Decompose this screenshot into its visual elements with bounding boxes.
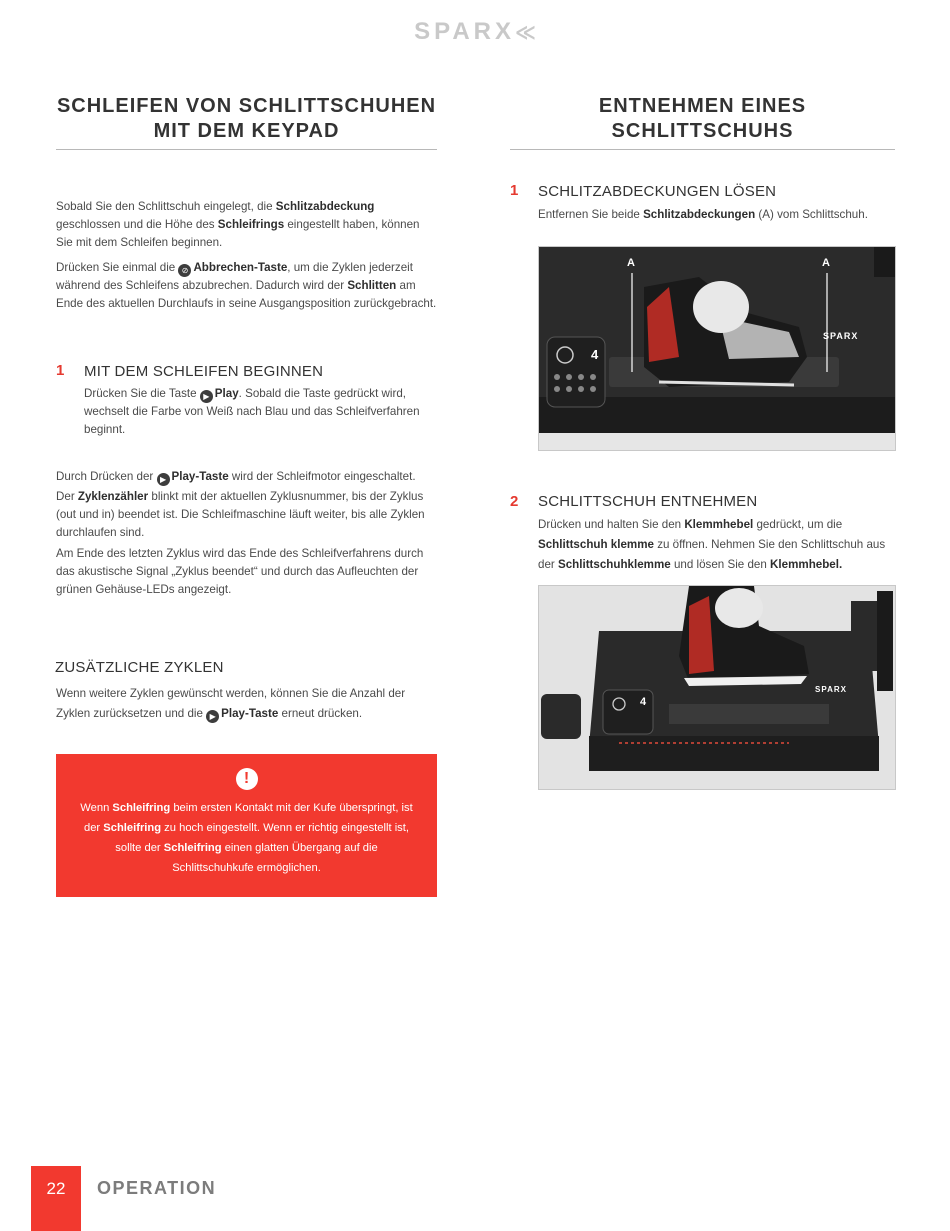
warning-text: Wenn Schleifring beim ersten Kontakt mit der Kufe überspringt, ist der Schleifring zu hoch eingestellt. Wenn er richtig eingestellt ist, sollte der Schleifring einen glatten Übergang auf die Schlittschuhkufe ermöglichen. [80,802,413,874]
keypad-display-digit: 4 [591,347,599,362]
left-heading-line2: MIT DEM KEYPAD [153,120,340,142]
callout-a-right: A [822,257,830,269]
end-paragraph: Am Ende des letzten Zyklus wird das Ende des Schleifverfahrens durch das akustische Signal „Zyklus beendet“ und durch das Aufleuchten der grünen Gehäuse-LEDs angezeigt. [56,547,424,596]
callout-a-left: A [627,257,635,269]
logo-chevron-icon: ≪ [514,22,536,44]
step-2-text: Drücken und halten Sie den Klemmhebel gedrückt, um die Schlittschuh klemme zu öffnen. Nehmen Sie den Schlittschuh aus der Schlittschuhklemme und lösen Sie den Klemmhebel. [538,518,886,571]
step-number: 2 [510,493,519,510]
counter-paragraph: Der Zyklenzähler blinkt mit der aktuellen Zyklusnummer, bis der Zyklus (out und in) beendet ist. Die Schleifmaschine läuft weiter, bis alle Zyklen durchlaufen sind. [56,490,425,539]
page-number: 22 [31,1166,81,1231]
step-1-text: Entfernen Sie beide Schlitzabdeckungen (A) vom Schlittschuh. [538,208,868,221]
brand-logo: SPARX≪ [414,18,536,45]
step-title: SCHLITZABDECKUNGEN LÖSEN [538,183,777,200]
section-label: OPERATION [97,1178,217,1198]
remove-skate-photo [538,585,896,790]
play-icon: ▶ [157,473,170,486]
right-divider [510,149,895,150]
left-divider [56,149,437,150]
intro-paragraph-1: Sobald Sie den Schlittschuh eingelegt, die Schlitzabdeckung geschlossen und die Höhe des Schleifrings eingestellt haben, können Sie mit dem Schleifen beginnen. [56,200,420,249]
play-icon: ▶ [206,710,219,723]
keypad-display-digit: 4 [640,696,647,708]
right-heading-line1: ENTNEHMEN EINES [598,95,807,117]
step-title: SCHLITTSCHUH ENTNEHMEN [538,493,758,510]
step-number: 1 [56,362,65,379]
cancel-icon: ⊘ [178,264,191,277]
machine-logo: SPARX [823,331,859,341]
warning-box [56,754,437,897]
left-intro [56,198,438,313]
step-title: MIT DEM SCHLEIFEN BEGINNEN [84,363,324,380]
step-number: 1 [510,182,519,199]
play-icon: ▶ [200,390,213,403]
operation-paragraphs [56,468,440,599]
extra-cycles-text: Wenn weitere Zyklen gewünscht werden, können Sie die Anzahl der Zyklen zurücksetzen und die ▶ Play-Taste erneut drücken. [56,687,406,721]
left-step-1 [56,362,64,380]
left-heading-line1: SCHLEIFEN VON SCHLITTSCHUHEN [56,95,437,117]
intro-paragraph-2: Drücken Sie einmal die ⊘ Abbrechen-Taste, um die Zyklen jederzeit während des Schleifens abzubrechen. Dadurch wird der Schlitten am Ende des aktuellen Durchlaufs in seine Ausgangsposition zurückgebracht. [56,261,437,310]
step-1-text: Drücken Sie die Taste ▶ Play. Sobald die Taste gedrückt wird, wechselt die Farbe von Weiß nach Blau und das Schleifverfahren beginnt. [84,387,420,436]
play-paragraph: Durch Drücken der ▶ Play-Taste wird der Schleifmotor eingeschaltet. [56,470,416,484]
left-heading [56,94,437,144]
right-heading [510,94,895,144]
slot-cover-photo [538,246,896,451]
warning-icon: ! [236,768,258,790]
extra-cycles-title: ZUSÄTZLICHE ZYKLEN [55,659,224,676]
machine-logo: SPARX [815,685,847,694]
right-heading-line2: SCHLITTSCHUHS [611,120,794,142]
